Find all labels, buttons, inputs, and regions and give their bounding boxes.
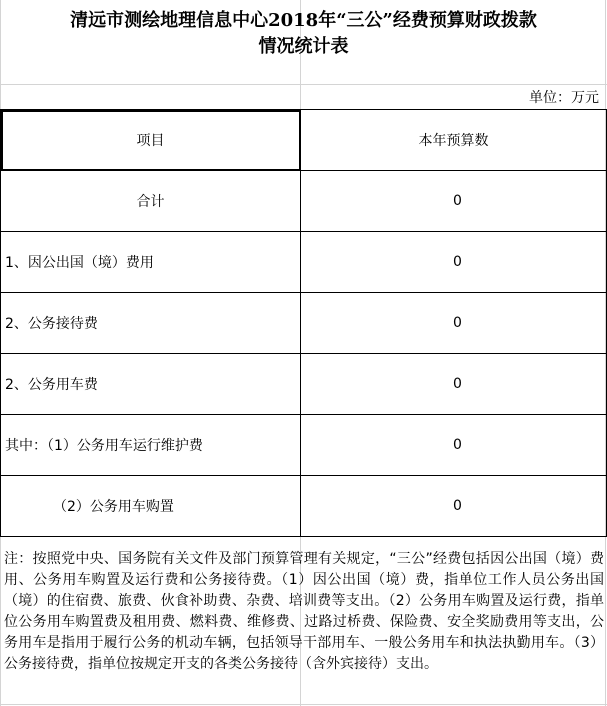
table-row	[1, 171, 607, 232]
title-line-2: 情况统计表	[258, 36, 349, 57]
table-header-row	[1, 110, 607, 171]
table-row	[1, 232, 607, 293]
table-row	[1, 293, 607, 354]
value-cell[interactable]: 0	[301, 171, 607, 232]
budget-table	[0, 109, 607, 537]
sheet-gridline	[0, 84, 607, 85]
title-line-1: 清远市测绘地理信息中心2018年“三公”经费预算财政拨款	[70, 10, 537, 31]
item-cell[interactable]: 其中：（1）公务用车运行维护费	[1, 415, 301, 476]
unit-label: 单位：万元	[529, 90, 599, 106]
page-title	[0, 8, 607, 60]
item-cell[interactable]: 2、公务用车费	[1, 354, 301, 415]
value-cell[interactable]: 0	[301, 476, 607, 537]
header-cell-item[interactable]: 项目	[1, 110, 301, 171]
item-cell[interactable]: 2、公务接待费	[1, 293, 301, 354]
item-cell[interactable]: 1、因公出国（境）费用	[1, 232, 301, 293]
footnote: 注：按照党中央、国务院有关文件及部门预算管理有关规定，“三公”经费包括因公出国（境）费用、公务用车购置及运行费和公务接待费。（1）因公出国（境）费，指单位工作人员公务出国（境）的住宿费、旅费、伙食补助费、杂费、培训费等支出。（2）公务用车购置及运行费，指单位公务用车购置费及租用费、燃料费、维修费、过路过桥费、保险费、安全奖励费用等支出，公务用车是指用于履行公务的机动车辆，包括领导干部用车、一般公务用车和执法执勤用车。（3）公务接待费，指单位按规定开支的各类公务接待（含外宾接待）支出。	[4, 551, 604, 672]
table-row	[1, 354, 607, 415]
value-cell[interactable]: 0	[301, 354, 607, 415]
header-cell-budget[interactable]: 本年预算数	[301, 110, 607, 171]
sheet-gridline	[0, 704, 607, 705]
table-row	[1, 415, 607, 476]
value-cell[interactable]: 0	[301, 415, 607, 476]
table-row	[1, 476, 607, 537]
value-cell[interactable]: 0	[301, 232, 607, 293]
item-cell[interactable]: （2）公务用车购置	[1, 476, 301, 537]
value-cell[interactable]: 0	[301, 293, 607, 354]
item-cell[interactable]: 合计	[1, 171, 301, 232]
